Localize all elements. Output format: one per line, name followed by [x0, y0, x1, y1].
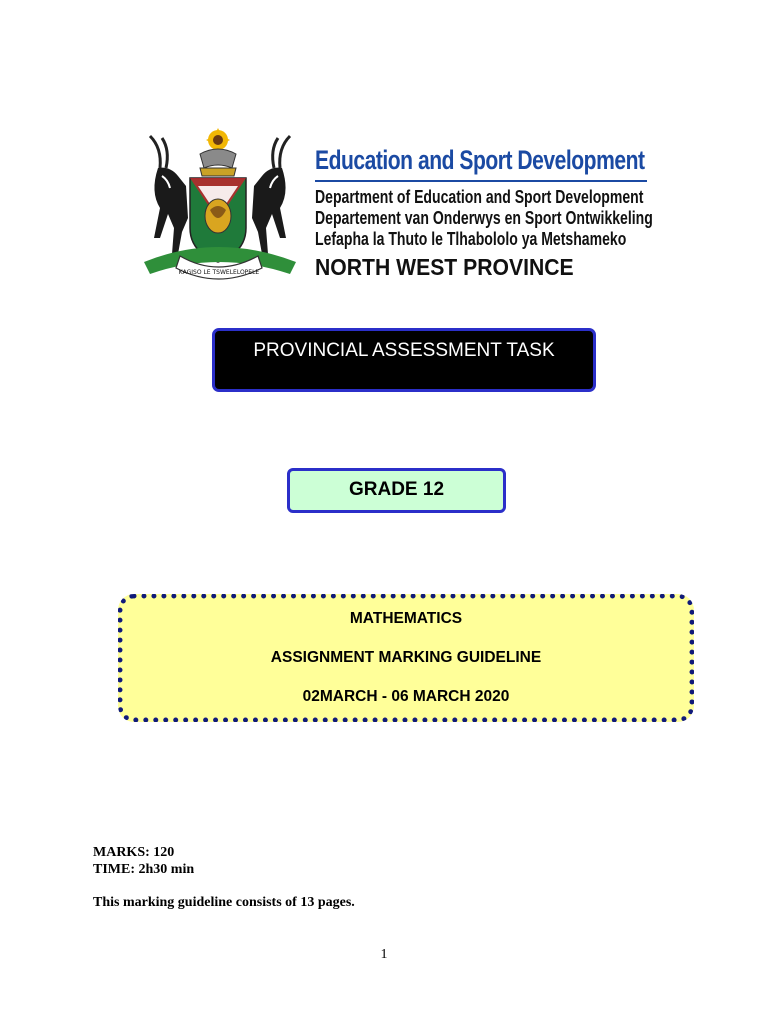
department-names: [315, 187, 748, 250]
coat-of-arms-icon: [140, 128, 300, 290]
assignment-dates: 02MARCH - 06 MARCH 2020: [302, 688, 510, 705]
page-number: 1: [380, 947, 388, 962]
assessment-task-banner: [212, 328, 596, 392]
time-allowed: TIME: 2h30 min: [93, 862, 195, 877]
grade-label: GRADE 12: [348, 479, 445, 500]
document-header: [140, 128, 655, 293]
page-count-note: This marking guideline consists of 13 pages.: [93, 895, 355, 910]
subject-panel: [118, 594, 694, 722]
document-type: ASSIGNMENT MARKING GUIDELINE: [270, 649, 542, 666]
department-name-english: Department of Education and Sport Development: [315, 187, 644, 207]
assessment-task-label: PROVINCIAL ASSESSMENT TASK: [253, 340, 555, 361]
marks-total: MARKS: 120: [93, 845, 175, 860]
province-name: NORTH WEST PROVINCE: [315, 254, 574, 280]
brand-title: Education and Sport Development: [315, 145, 645, 175]
subject-title: MATHEMATICS: [349, 610, 463, 627]
brand-divider: [315, 180, 647, 182]
grade-banner: [287, 468, 506, 513]
department-name-afrikaans: Departement van Onderwys en Sport Ontwikkeling: [315, 208, 653, 228]
department-name-setswana: Lefapha la Thuto le Tlhabololo ya Metshameko: [315, 229, 627, 249]
svg-text:KAGISO LE TSWELELOPELE: KAGISO LE TSWELELOPELE: [178, 269, 260, 276]
department-branding: [315, 142, 655, 280]
